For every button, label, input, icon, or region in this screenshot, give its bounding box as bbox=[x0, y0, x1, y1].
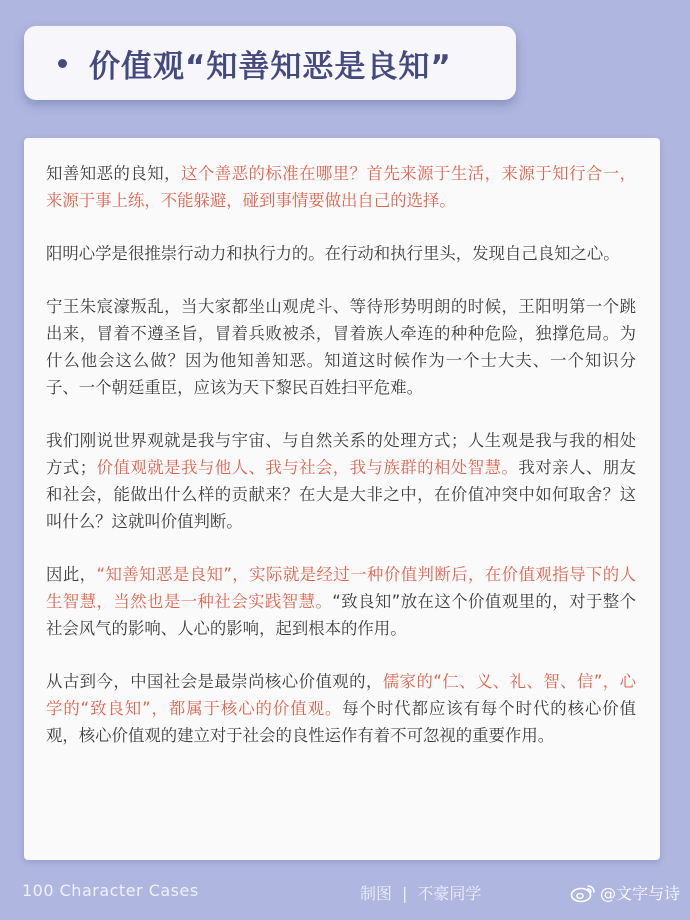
weibo-icon bbox=[570, 883, 596, 903]
article-card bbox=[24, 138, 660, 860]
paragraph-5 bbox=[46, 561, 636, 642]
paragraph-text: 知善知恶的良知， bbox=[46, 164, 181, 183]
watermark-text: @文字与诗 bbox=[599, 884, 680, 903]
series-name: 100 Character Cases bbox=[22, 881, 199, 900]
paragraph-text: 我对亲人、朋友和社会，能做出什么样的贡献来？在大是大非之中，在价值冲突中如何取舍？这叫什么？这就叫价值判断。 bbox=[46, 458, 637, 531]
paragraph-text: “致良知”放在这个价值观里的，对于整个社会风气的影响、人心的影响，起到根本的作用。 bbox=[46, 592, 637, 638]
paragraph-3 bbox=[46, 293, 636, 401]
credit-separator: | bbox=[402, 884, 408, 903]
highlighted-text: 价值观就是我与他人、我与社会，我与族群的相处智慧。 bbox=[96, 458, 519, 477]
highlighted-text: “知善知恶是良知”，实际就是经过一种价值判断后，在价值观指导下的人生智慧，当然也是一种社会实践智慧。 bbox=[46, 565, 637, 611]
highlighted-text: 这个善恶的标准在哪里？首先来源于生活，来源于知行合一，来源于事上练，不能躲避，碰到事情要做出自己的选择。 bbox=[46, 164, 637, 210]
watermark bbox=[570, 881, 680, 904]
paragraph-2 bbox=[46, 240, 636, 267]
title-bullet bbox=[58, 59, 67, 68]
paragraph-text: 每个时代都应该有每个时代的核心价值观，核心价值观的建立对于社会的良性运作有着不可忽视的重要作用。 bbox=[46, 699, 637, 745]
credit bbox=[360, 881, 481, 904]
paragraph-1 bbox=[46, 160, 636, 214]
paragraph-text: 我们刚说世界观就是我与宇宙、与自然关系的处理方式；人生观是我与我的相处方式； bbox=[46, 431, 636, 477]
credit-label: 制图 bbox=[360, 884, 393, 903]
highlighted-text: 儒家的“仁、义、礼、智、信”，心学的“致良知”，都属于核心的价值观。 bbox=[46, 672, 637, 718]
paragraph-text: 宁王朱宸濠叛乱，当大家都坐山观虎斗、等待形势明朗的时候，王阳明第一个跳出来，冒着不遵圣旨，冒着兵败被杀，冒着族人牵连的种种危险，独撑危局。为什么他会这么做？因为他知善知恶。知道这时候作为一个士大夫、一个知识分子、一个朝廷重臣，应该为天下黎民百姓扫平危难。 bbox=[46, 297, 636, 397]
title-card bbox=[24, 26, 516, 100]
page-title: 价值观“知善知恶是良知” bbox=[89, 48, 452, 85]
paragraph-text: 因此， bbox=[46, 565, 97, 584]
paragraph-text: 阳明心学是很推崇行动力和执行力的。在行动和执行里头，发现自己良知之心。 bbox=[46, 244, 620, 263]
paragraph-text: 从古到今，中国社会是最崇尚核心价值观的， bbox=[46, 672, 383, 691]
paragraph-6 bbox=[46, 668, 636, 749]
paragraph-4 bbox=[46, 427, 636, 535]
credit-name: 不豪同学 bbox=[417, 884, 482, 903]
